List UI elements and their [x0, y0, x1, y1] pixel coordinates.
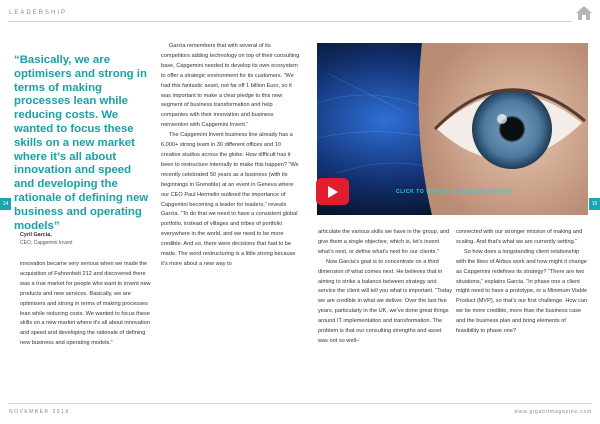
article-column-2 — [161, 42, 301, 270]
section-label: LEADERSHIP — [9, 10, 68, 16]
article-column-3 — [318, 228, 452, 347]
home-icon[interactable] — [576, 6, 592, 20]
header-divider — [8, 21, 572, 22]
paragraph: Now Garcia’s goal is to concentrate on a third dimension of what comes next. He believes that in aiming to strike a balance between strategy and service the client will tell you what is important. “Today we are credible in what we deliver. Over the last five years, particularly in the UK, we’ve done great things around IT implementation and transformation. The problem is that our consulting strengths and asset was not so well– — [318, 258, 452, 344]
article-column-4 — [456, 228, 590, 337]
paragraph: So how does a longstanding client relationship with the likes of Airbus work and how might it change as Capgemini redefines its strategy? “There are two situations,” explains Garcia. “In phase one a client might need to have a prototype, or a Minimum Viable Product (MVP), so that’s our first challenge. How can we be more credible, more than the business case and the business plan and bring elements of feasibility to phase one? — [456, 248, 588, 335]
page-number-left: 14 — [0, 198, 11, 210]
pull-quote: “Basically, we are optimisers and strong in terms of making processes lean while reducing costs. We wanted to focus these skills on a new market where it’s all about innovation and speed and developing the rationale of defining new business and operating models” — [14, 54, 149, 232]
quote-attribution-name: Cyril Garcia, — [20, 232, 52, 238]
paragraph: The Capgemini Invent business line already has a 6,000+ strong team in 30 different offices and 10 creative studios across the globe. How difficult has it been to restructure internally to make this happen? “We recently celebrated 50 years as a business (with its beginnings in Grenoble) at an event in Geneva where our CEO Paul Hermelin outlined the importance of Capgemini becoming a leader for leaders,” reveals Garcia. “To do that we need to have a consistent global portfolio, instead of villages and tribes of portfolio everywhere in the world, and we need to be more credible. And so, there were decisions that had to be made. The word restructuring is a little strong because it’s more about a new way to — [161, 132, 299, 267]
paragraph: Garcia remembers that with several of its competitors adding technology on top of their consulting base, Capgemini needed to develop its own ecosystem to offer a strategic environment for its customers. “We had this fantastic asset, not far off 1 billion Euro, so it was important to make a clear pledge to this new segment of business transformation and help companies with their innovation and business reinvention with Capgemini Invent.” — [161, 43, 300, 129]
issue-date: NOVEMBER 2018 — [9, 409, 70, 415]
website-link[interactable]: www.gigabitmagazine.com — [514, 409, 592, 415]
page-number-right: 15 — [589, 198, 600, 210]
paragraph: innovation became very serious when we made the acquisition of Fahrenheit 212 and discovered there was a true market for people who want to invent new products and new services. Basically, we are optimisers and strong in terms of making processes lean while reducing costs. We wanted to focus these skills on a new market where it’s all about innovation and speed and developing the rationale of defining new business and operating models.” — [20, 261, 151, 347]
play-icon — [327, 185, 339, 199]
footer-divider — [8, 403, 592, 404]
quote-attribution-role: CEO, Capgemini Invent — [20, 240, 73, 246]
paragraph: connected with our stronger mission of making and scaling. And that’s what we are currently setting.” — [456, 229, 583, 245]
article-column-1 — [20, 260, 152, 349]
watch-video-link[interactable]: CLICK TO WATCH: ‘CAPGEMINI INVENT’ — [396, 189, 514, 195]
paragraph: articulate the various skills we have in the group, and give them a single objective, which is, let’s invent what’s next, or define what’s next for our clients.” — [318, 229, 450, 255]
play-button[interactable] — [316, 178, 349, 205]
